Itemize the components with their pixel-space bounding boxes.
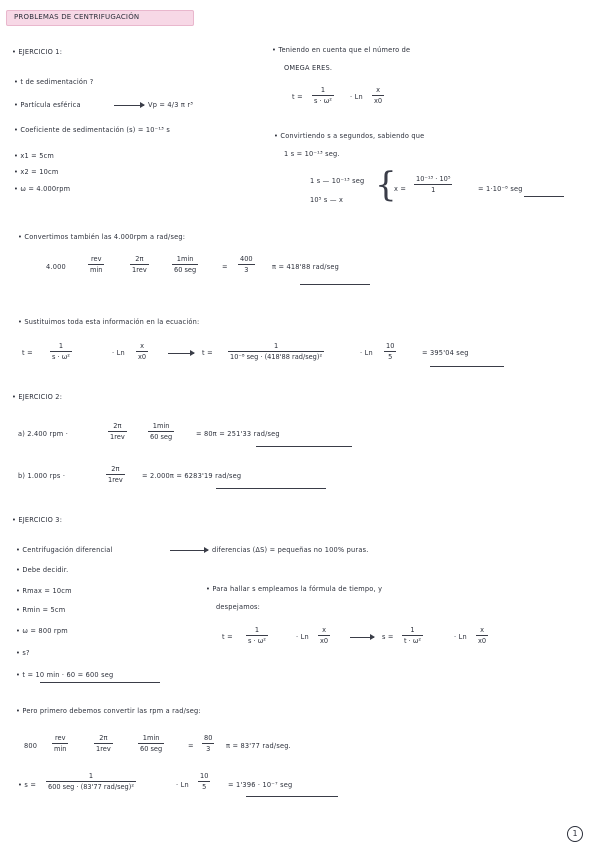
page-title: PROBLEMAS DE CENTRIFUGACIÓN bbox=[14, 13, 140, 21]
underline bbox=[300, 284, 370, 285]
fraction-num: 400 bbox=[240, 255, 253, 263]
fraction-den: 3 bbox=[244, 266, 249, 274]
fraction-num: 1min bbox=[152, 422, 170, 430]
fraction bbox=[202, 734, 214, 753]
fraction-den: 600 seg · (83'77 rad/seg)² bbox=[48, 783, 134, 791]
fraction bbox=[94, 734, 113, 753]
underline bbox=[256, 446, 352, 447]
ex3-line: • s? bbox=[16, 649, 30, 657]
ex2-heading: • EJERCICIO 2: bbox=[12, 393, 63, 401]
fraction bbox=[312, 86, 334, 105]
ex1-heading: • EJERCICIO 1: bbox=[12, 48, 63, 56]
ex1-line: • x2 = 10cm bbox=[14, 168, 59, 176]
fraction bbox=[46, 772, 136, 791]
ex3-line: • t = 10 min · 60 = 600 seg bbox=[16, 671, 114, 679]
arrow-icon bbox=[168, 353, 194, 354]
fraction bbox=[384, 342, 396, 361]
fraction-num: 1 bbox=[88, 772, 94, 780]
formula-label: t = bbox=[222, 633, 233, 641]
result: = 1'396 · 10⁻⁷ seg bbox=[228, 781, 293, 789]
fraction bbox=[138, 734, 164, 753]
arrow-icon bbox=[114, 105, 144, 106]
arrow-icon bbox=[170, 550, 208, 551]
fraction-den: 60 seg bbox=[140, 745, 163, 753]
rule-of-three: 10⁵ s — x bbox=[310, 196, 344, 204]
result: π = 418'88 rad/seg bbox=[272, 263, 340, 271]
fraction bbox=[106, 465, 125, 484]
formula-op: · Ln bbox=[350, 93, 363, 101]
underline bbox=[430, 366, 504, 367]
fraction bbox=[172, 255, 198, 274]
ex3-right-text: • Para hallar s empleamos la fórmula de tiempo, y bbox=[206, 585, 383, 593]
fraction-num: 1min bbox=[142, 734, 160, 742]
fraction-den: x0 bbox=[138, 353, 147, 361]
ex1-line: Vp = 4/3 π r³ bbox=[148, 101, 194, 109]
ex3-line: • Centrifugación diferencial bbox=[16, 546, 113, 554]
ex3-line: • Rmax = 10cm bbox=[16, 587, 72, 595]
ex1-line: • t de sedimentación ? bbox=[14, 78, 94, 86]
ex1-right-text: OMEGA ERES. bbox=[284, 64, 333, 72]
fraction bbox=[402, 626, 423, 645]
formula-label: • s = bbox=[18, 781, 37, 789]
fraction-num: x bbox=[480, 626, 484, 634]
fraction-den: t · ω² bbox=[404, 637, 422, 645]
fraction-num: 80 bbox=[204, 734, 213, 742]
ex1-line: • Partícula esférica bbox=[14, 101, 81, 109]
formula-value: 800 bbox=[24, 742, 38, 750]
fraction-den: 1 bbox=[431, 186, 436, 194]
fraction-den: x0 bbox=[478, 637, 487, 645]
fraction-num: x bbox=[140, 342, 144, 350]
fraction-den: 1rev bbox=[110, 433, 125, 441]
fraction-den: min bbox=[90, 266, 103, 274]
fraction-den: 1rev bbox=[108, 476, 123, 484]
formula-label: x = bbox=[394, 185, 407, 193]
page-number: 1 bbox=[567, 826, 583, 842]
fraction-num: 10 bbox=[200, 772, 209, 780]
fraction-num: x bbox=[376, 86, 380, 94]
ex3-right-text: despejamos: bbox=[216, 603, 261, 611]
ex3-line: • ω = 800 rpm bbox=[16, 627, 68, 635]
fraction-num: 1 bbox=[254, 626, 260, 634]
fraction-den: 1rev bbox=[132, 266, 147, 274]
fraction-den: 3 bbox=[206, 745, 211, 753]
fraction bbox=[108, 422, 127, 441]
fraction-num: 1min bbox=[176, 255, 194, 263]
ex3-text: • Pero primero debemos convertir las rpm a rad/seg: bbox=[16, 707, 201, 715]
ex1-text: • Convertimos también las 4.000rpm a rad/seg: bbox=[18, 233, 186, 241]
fraction-den: x0 bbox=[320, 637, 329, 645]
ex3-line: • Debe decidir. bbox=[16, 566, 69, 574]
formula-op: · Ln bbox=[112, 349, 125, 357]
fraction bbox=[88, 255, 104, 274]
fraction bbox=[130, 255, 149, 274]
formula-label: t = bbox=[202, 349, 213, 357]
formula-op: · Ln bbox=[360, 349, 373, 357]
fraction-num: 1 bbox=[410, 626, 415, 634]
arrow-icon bbox=[350, 637, 374, 638]
ex1-right-text: • Convirtiendo s a segundos, sabiendo que bbox=[274, 132, 425, 140]
ex3-line: diferencias (ΔS) = pequeñas no 100% puras. bbox=[212, 546, 369, 554]
ex1-line: • ω = 4.000rpm bbox=[14, 185, 71, 193]
fraction bbox=[50, 342, 72, 361]
fraction-den: s · ω² bbox=[52, 353, 70, 361]
ex3-line: • Rmin = 5cm bbox=[16, 606, 66, 614]
fraction-num: rev bbox=[54, 734, 66, 742]
ex1-line: • Coeficiente de sedimentación (s) = 10⁻¹³ s bbox=[14, 126, 170, 134]
fraction bbox=[228, 342, 324, 361]
formula-label: t = bbox=[22, 349, 33, 357]
fraction-den: s · ω² bbox=[314, 97, 332, 105]
fraction-num: 1 bbox=[320, 86, 326, 94]
fraction-num: 1 bbox=[273, 342, 279, 350]
formula-op: · Ln bbox=[296, 633, 309, 641]
fraction-num: 10⁻¹³ · 10⁵ bbox=[416, 175, 451, 183]
fraction-den: 5 bbox=[202, 783, 207, 791]
underline bbox=[524, 196, 564, 197]
fraction-den: 5 bbox=[388, 353, 393, 361]
fraction-num: 2π bbox=[113, 422, 122, 430]
fraction-den: 60 seg bbox=[150, 433, 173, 441]
fraction-den: min bbox=[54, 745, 67, 753]
result: = 395'04 seg bbox=[422, 349, 469, 357]
ex1-right-text: • Teniendo en cuenta que el número de bbox=[272, 46, 411, 54]
fraction-den: 10⁻⁸ seg · (418'88 rad/seg)² bbox=[230, 353, 323, 361]
fraction bbox=[52, 734, 68, 753]
formula-op: · Ln bbox=[176, 781, 189, 789]
fraction bbox=[136, 342, 148, 361]
ex1-line: • x1 = 5cm bbox=[14, 152, 55, 160]
fraction bbox=[238, 255, 255, 274]
formula-op: · Ln bbox=[454, 633, 467, 641]
underline bbox=[40, 682, 160, 683]
fraction bbox=[476, 626, 488, 645]
formula-label: t = bbox=[292, 93, 303, 101]
ex2-line: b) 1.000 rps · bbox=[18, 472, 66, 480]
underline bbox=[246, 796, 338, 797]
fraction-den: 60 seg bbox=[174, 266, 197, 274]
fraction-num: 2π bbox=[99, 734, 108, 742]
fraction-den: s · ω² bbox=[248, 637, 266, 645]
fraction-num: 2π bbox=[135, 255, 144, 263]
fraction bbox=[148, 422, 174, 441]
ex1-right-text: 1 s = 10⁻¹³ seg. bbox=[284, 150, 340, 158]
formula-op: = bbox=[188, 742, 194, 750]
ex3-heading: • EJERCICIO 3: bbox=[12, 516, 63, 524]
fraction-num: 10 bbox=[386, 342, 395, 350]
result: π = 83'77 rad/seg. bbox=[226, 742, 291, 750]
formula-label: s = bbox=[382, 633, 394, 641]
fraction-den: 1rev bbox=[96, 745, 111, 753]
underline bbox=[216, 488, 326, 489]
fraction-num: x bbox=[322, 626, 326, 634]
result: = 80π = 251'33 rad/seg bbox=[196, 430, 280, 438]
fraction bbox=[318, 626, 330, 645]
fraction-num: 2π bbox=[111, 465, 120, 473]
fraction bbox=[414, 175, 452, 194]
ex2-line: a) 2.400 rpm · bbox=[18, 430, 68, 438]
result: = 2.000π = 6283'19 rad/seg bbox=[142, 472, 242, 480]
fraction-num: 1 bbox=[58, 342, 64, 350]
fraction bbox=[198, 772, 210, 791]
formula-value: 4.000 bbox=[46, 263, 66, 271]
rule-of-three: 1 s — 10⁻¹³ seg bbox=[310, 177, 365, 185]
fraction-den: x0 bbox=[374, 97, 383, 105]
fraction-num: rev bbox=[90, 255, 102, 263]
fraction bbox=[246, 626, 268, 645]
result: = 1·10⁻⁸ seg bbox=[478, 185, 523, 193]
fraction bbox=[372, 86, 384, 105]
brace-icon: { bbox=[375, 165, 397, 205]
formula-op: = bbox=[222, 263, 228, 271]
ex1-text: • Sustituimos toda esta información en la ecuación: bbox=[18, 318, 200, 326]
